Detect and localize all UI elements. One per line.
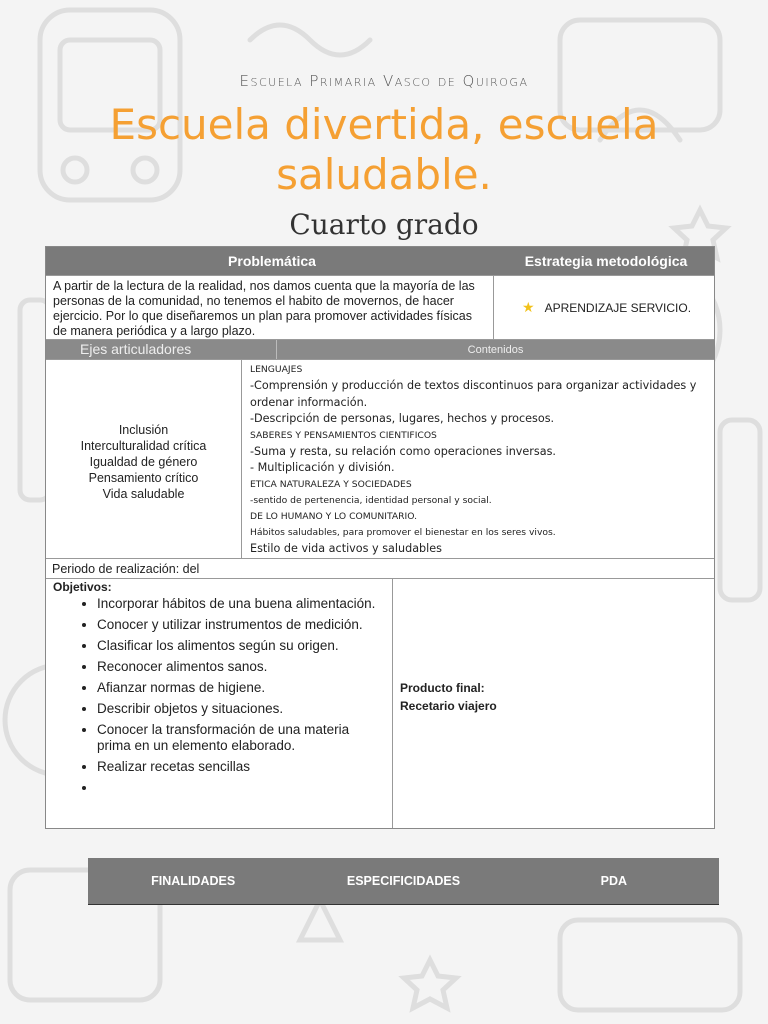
list-item: • Conocer la transformación de una materia prima en un elemento elaborado.: [97, 722, 386, 754]
objetivos-label: Objetivos:: [53, 580, 112, 594]
periodo-row: Periodo de realización: del: [46, 559, 714, 579]
eje-item: Igualdad de género: [89, 455, 198, 469]
ejes-list: [46, 360, 242, 558]
list-item: • Clasificar los alimentos según su origen.: [97, 638, 386, 654]
eje-item: Vida saludable: [102, 487, 185, 501]
subheader-row: [46, 340, 714, 360]
list-item: • Conocer y utilizar instrumentos de medición.: [97, 617, 386, 633]
finalidades-table-header: [88, 858, 719, 905]
ejes-row: [46, 360, 714, 559]
producto-label: Producto final:: [400, 680, 485, 695]
problematica-header: Problemática: [228, 253, 316, 269]
contenido-item: -Suma y resta, su relación como operaciones inversas.: [250, 444, 556, 458]
contenido-item: SABERES Y PENSAMIENTOS CIENTIFICOS: [250, 429, 437, 441]
contenido-item: -Comprensión y producción de textos discontinuos para organizar actividades y ordenar información.: [250, 379, 697, 409]
problem-row: [46, 276, 714, 340]
strategy-text: APRENDIZAJE SERVICIO.: [544, 300, 692, 315]
contenido-item: LENGUAJES: [250, 364, 303, 375]
list-item: • Describir objetos y situaciones.: [97, 701, 386, 717]
strategy-cell: [494, 276, 714, 339]
contenidos-header: Contenidos: [467, 343, 524, 356]
table-header-row: [46, 247, 714, 276]
contenido-item: -sentido de pertenencia, identidad personal y social.: [250, 494, 492, 506]
list-item: • Realizar recetas sencillas: [97, 759, 386, 775]
pda-header: PDA: [600, 874, 628, 888]
contenido-item: -Descripción de personas, lugares, hechos y procesos.: [250, 412, 555, 425]
eje-item: Inclusión: [118, 423, 169, 437]
contenido-item: - Multiplicación y división.: [250, 461, 395, 474]
contenido-item: DE LO HUMANO Y LO COMUNITARIO.: [250, 510, 418, 522]
objetivos-list: [53, 596, 386, 796]
contenido-item: ETICA NATURALEZA Y SOCIEDADES: [250, 478, 412, 490]
eje-item: Pensamiento crítico: [88, 471, 199, 485]
list-item: [97, 780, 386, 796]
planning-table: [45, 246, 715, 829]
list-item: • Reconocer alimentos sanos.: [97, 659, 386, 675]
list-item: • Incorporar hábitos de una buena alimentación.: [97, 596, 386, 612]
page-title: Escuela divertida, escuela saludable.: [109, 100, 659, 199]
estrategia-header: Estrategia metodológica: [524, 253, 688, 269]
problem-text: A partir de la lectura de la realidad, nos damos cuenta que la mayoría de las personas de la comunidad, no tenemos el habito de movernos, de hacer ejercicio. Por lo que diseñaremos un plan para promover actividades físicas de manera periódica y a largo plazo.: [46, 276, 494, 339]
objetivos-cell: [46, 579, 393, 828]
producto-cell: [393, 579, 714, 828]
contenido-item: Hábitos saludables, para promover el bienestar en los seres vivos.: [250, 526, 556, 538]
contenido-item: Estilo de vida activos y saludables: [250, 541, 442, 555]
producto-value: Recetario viajero: [400, 698, 497, 713]
eje-item: Interculturalidad crítica: [80, 439, 207, 453]
grade-label: Cuarto grado: [289, 208, 479, 241]
objetivos-row: [46, 579, 714, 828]
list-item: • Afianzar normas de higiene.: [97, 680, 386, 696]
star-icon: ★: [522, 299, 535, 315]
finalidades-header: FINALIDADES: [151, 874, 236, 888]
ejes-header: Ejes articuladores: [46, 340, 277, 359]
contenidos-list: [242, 360, 714, 558]
school-name: Escuela Primaria Vasco de Quiroga: [239, 72, 529, 90]
especificidades-header: ESPECIFICIDADES: [346, 874, 461, 888]
